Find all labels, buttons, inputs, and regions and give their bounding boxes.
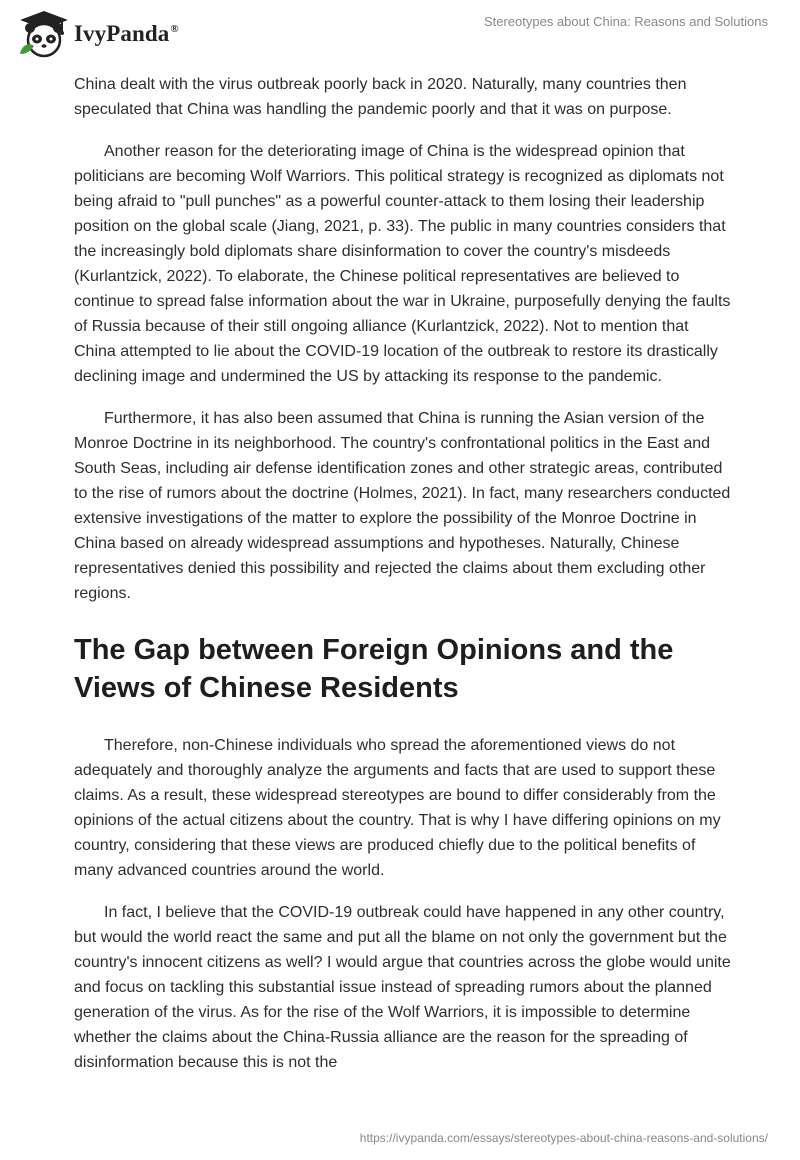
paragraph-continued: China dealt with the virus outbreak poorly back in 2020. Naturally, many countries then speculated that China was handling the pandemic poorly and that it was on purpose. xyxy=(74,76,687,118)
document-title: Stereotypes about China: Reasons and Solutions xyxy=(483,14,768,29)
ivypanda-logo[interactable] xyxy=(14,8,179,60)
paragraph: Furthermore, it has also been assumed that China is running the Asian version of the Monroe Doctrine in its neighborhood. The country's confrontational politics in the East and South Seas, including air defense identification zones and other strategic areas, contributed to the rise of rumors about the doctrine (Holmes, 2021). In fact, many researchers conducted extensive investigations of the matter to explore the possibility of the Monroe Doctrine in China based on already widespread assumptions and hypotheses. Naturally, Chinese representatives denied this possibility and rejected the claims about them excluding other regions. xyxy=(74,410,731,602)
paragraph: Another reason for the deteriorating image of China is the widespread opinion that politicians are becoming Wolf Warriors. This political strategy is recognized as diplomats not being afraid to "pull punches" as a powerful counter-attack to them losing their leadership position on the global scale (Jiang, 2021, p. 33). The public in many countries considers that the increasingly bold diplomats share disinformation to cover the country's misdeeds (Kurlantzick, 2022). To elaborate, the Chinese political representatives are believed to continue to spread false information about the war in Ukraine, purposefully denying the faults of Russia because of their still ongoing alliance (Kurlantzick, 2022). Not to mention that China attempted to lie about the COVID-19 location of the outbreak to restore its drastically declining image and undermined the US by attacking its response to the pandemic. xyxy=(74,143,731,385)
paragraph: Therefore, non-Chinese individuals who spread the aforementioned views do not adequately and thoroughly analyze the arguments and facts that are used to support these claims. As a result, these widespread stereotypes are bound to differ considerably from the opinions of the actual citizens about the country. That is why I have differing opinions on my country, considering that these views are produced chiefly due to the political benefits of many advanced countries around the world. xyxy=(74,737,721,879)
logo-text: IvyPanda® xyxy=(74,21,179,46)
panda-graduate-icon xyxy=(14,8,70,60)
source-url[interactable]: https://ivypanda.com/essays/stereotypes-about-china-reasons-and-solutions/ xyxy=(359,1131,768,1145)
page-header xyxy=(0,0,800,70)
paragraph: In fact, I believe that the COVID-19 outbreak could have happened in any other country, but would the world react the same and put all the blame on not only the government but the country's innocent citizens as well? I would argue that countries across the globe would unite and focus on tackling this substantial issue instead of spreading rumors about the planned generation of the virus. As for the rise of the Wolf Warriors, it is impossible to determine whether the claims about the China-Russia alliance are the reason for the spreading of disinformation because this is not the xyxy=(74,904,731,1071)
section-heading: The Gap between Foreign Opinions and the Views of Chinese Residents xyxy=(74,634,674,704)
essay-content xyxy=(74,72,734,1092)
